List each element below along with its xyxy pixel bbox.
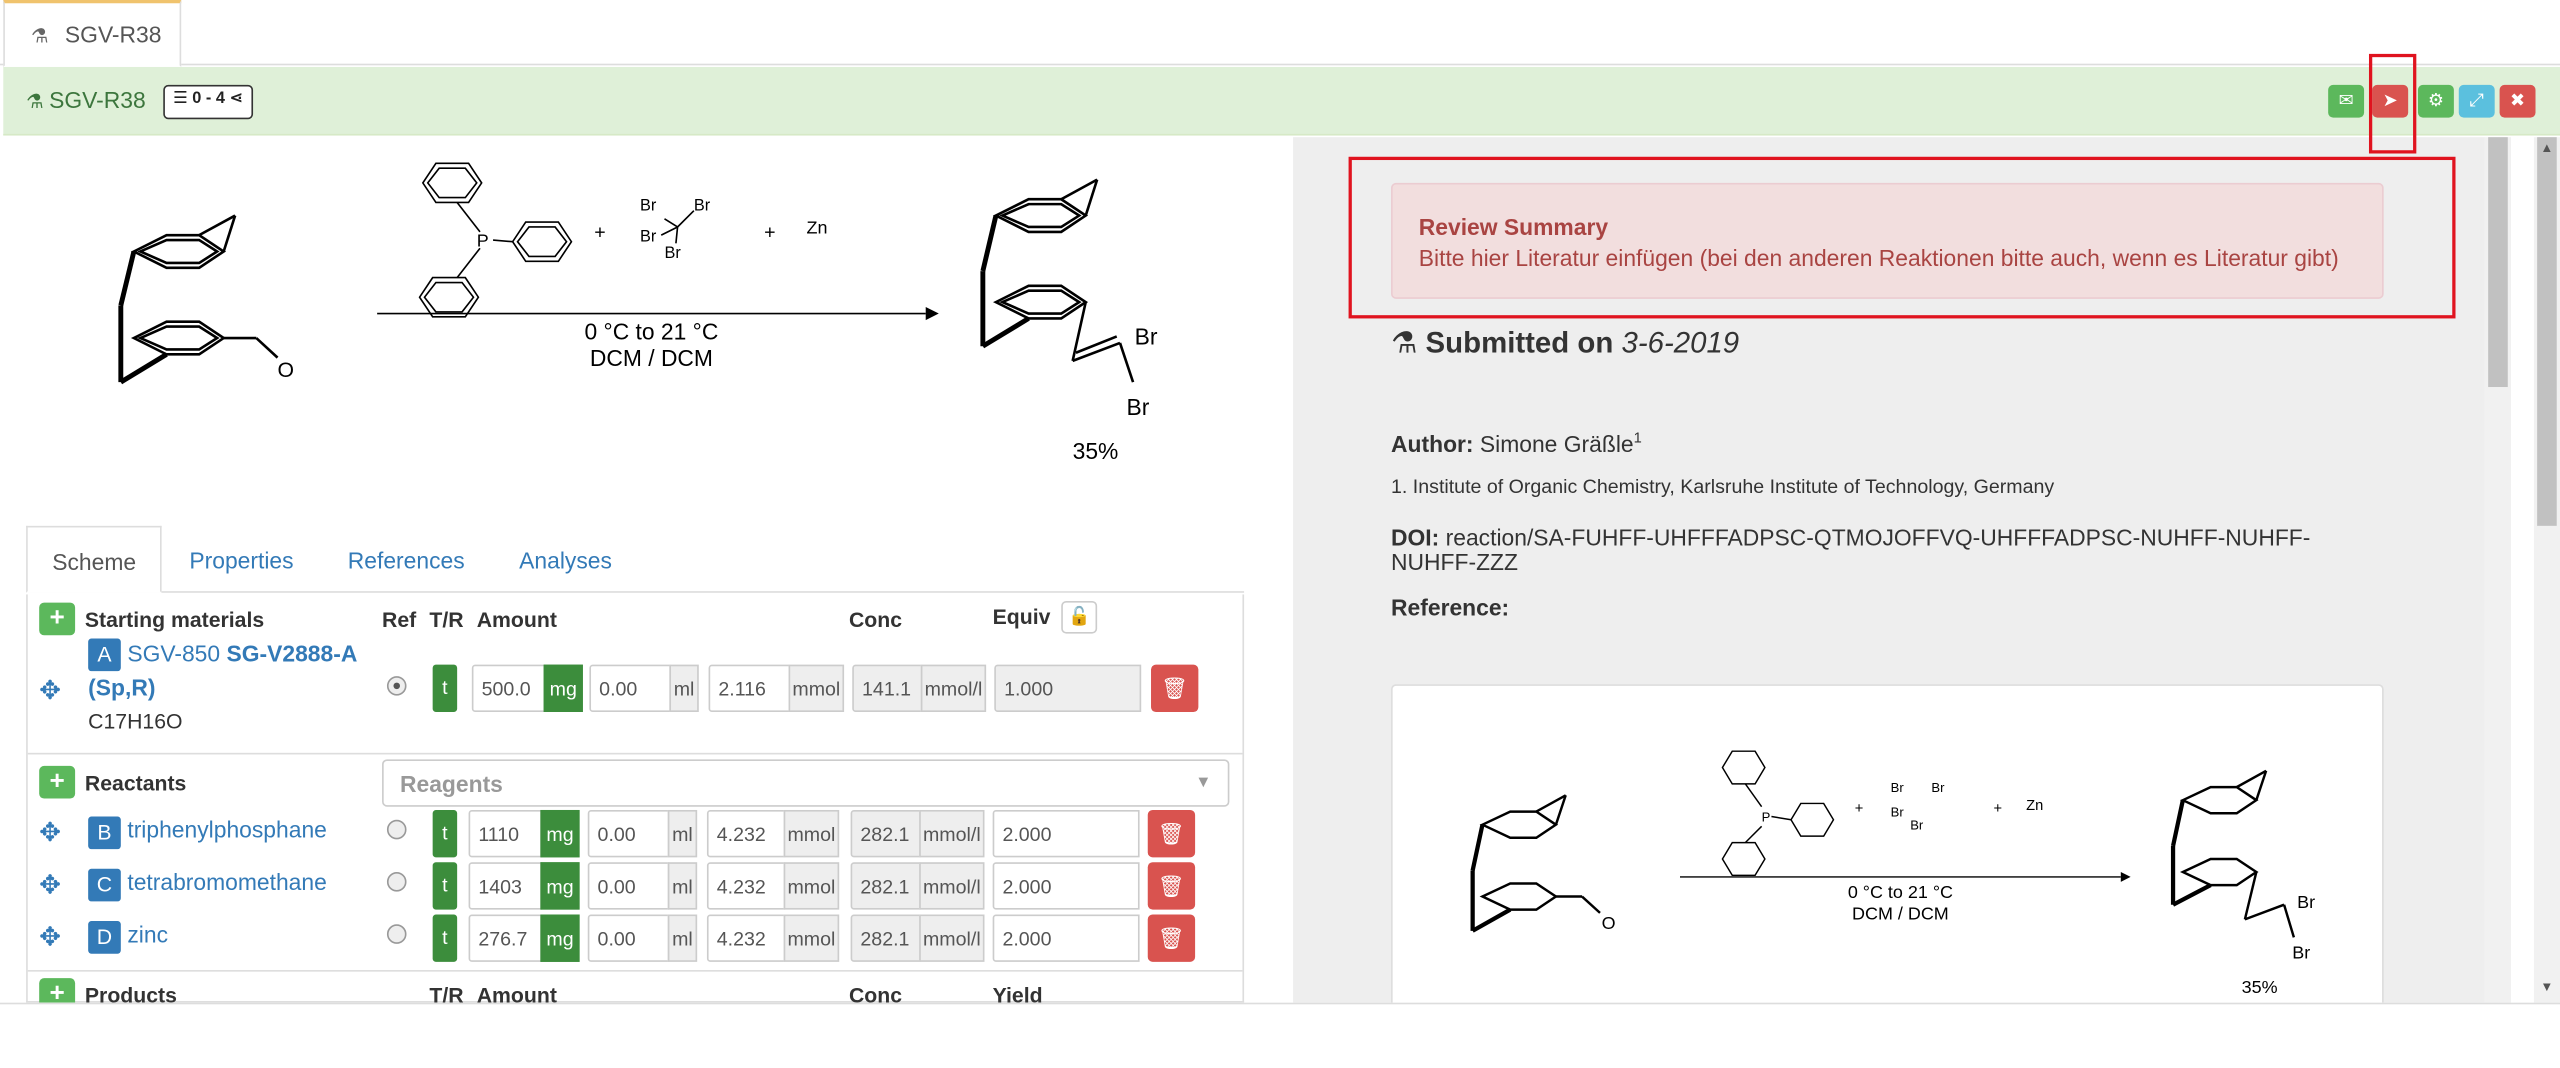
share-icon: ⋖ — [224, 89, 244, 108]
chevron-down-icon: ▼ — [1195, 774, 1212, 793]
paper-plane-icon: ➤ — [2382, 91, 2398, 112]
reaction-scheme-image — [3, 137, 1244, 496]
sample-link-a[interactable]: SGV-850 SG-V2888-A — [127, 640, 358, 667]
reaction-details-pane — [3, 137, 1293, 1003]
svg-text:+: + — [1854, 801, 1864, 818]
conditions-temp: 0 °C to 21 °C — [584, 318, 719, 345]
volume-unit[interactable]: ml — [668, 810, 697, 857]
svg-text:DCM / DCM: DCM / DCM — [1852, 903, 1949, 924]
toggle-target-button[interactable]: t — [433, 862, 457, 909]
reference-radio[interactable] — [387, 872, 407, 892]
svg-text:Br: Br — [1931, 780, 1945, 796]
mmol-input[interactable]: 2.116 — [709, 665, 791, 712]
reactants-title: Reactants — [84, 770, 187, 796]
mmol-unit[interactable]: mmol — [784, 862, 840, 909]
material-letter-a: A — [88, 639, 121, 672]
mass-unit-button[interactable]: mg — [540, 810, 579, 857]
affiliation: 1. Institute of Organic Chemistry, Karlsruhe Institute of Technology, Germany — [1391, 475, 2055, 499]
add-starting-material-button[interactable]: + — [39, 603, 75, 636]
page-scrollbar[interactable] — [2534, 137, 2560, 1003]
tab-scheme[interactable]: Scheme — [26, 526, 162, 593]
svg-text:Br: Br — [2292, 942, 2311, 963]
concentration-unit: mmol/l — [919, 862, 984, 909]
sample-link[interactable]: triphenylphosphane — [127, 816, 327, 843]
svg-text:P: P — [1761, 809, 1771, 825]
conditions-solvent: DCM / DCM — [589, 344, 713, 371]
svg-text:+: + — [594, 221, 606, 244]
mmol-unit[interactable]: mmol — [784, 810, 840, 857]
reagents-select[interactable]: Reagents ▼ — [382, 759, 1229, 806]
mass-input[interactable]: 1110 — [469, 810, 542, 857]
comment-icon: ✉ — [2338, 91, 2354, 112]
flask-icon: ⚗ — [31, 24, 49, 48]
trash-icon: 🗑 — [1161, 676, 1189, 701]
svg-text:Br: Br — [1134, 323, 1158, 350]
volume-unit[interactable]: ml — [668, 914, 697, 961]
svg-text:Br: Br — [1890, 780, 1904, 796]
flask-icon: ⚗ — [1391, 326, 1418, 360]
phosphorus-label: P — [476, 230, 489, 251]
volume-input[interactable]: 0.00 — [589, 665, 671, 712]
delete-material-button[interactable] — [1151, 665, 1198, 712]
mass-unit-button[interactable]: mg — [540, 862, 579, 909]
scroll-up-icon[interactable]: ▲ — [2540, 140, 2554, 156]
volume-unit[interactable]: ml — [668, 862, 697, 909]
concentration-unit: mmol/l — [919, 810, 984, 857]
tab-properties[interactable]: Properties — [189, 547, 294, 574]
reference-radio[interactable] — [387, 820, 407, 840]
zinc-label: Zn — [806, 217, 828, 238]
unlock-icon[interactable]: 🔓 — [1061, 601, 1097, 634]
expand-button[interactable] — [2459, 85, 2495, 118]
gears-icon: ⚙ — [2427, 91, 2444, 112]
mass-input[interactable]: 276.7 — [469, 914, 542, 961]
delete-material-button[interactable] — [1148, 914, 1195, 961]
svg-text:Br: Br — [2297, 891, 2316, 912]
reference-radio[interactable] — [387, 676, 407, 696]
add-product-button[interactable]: + — [39, 978, 75, 1002]
mmol-input[interactable]: 4.232 — [707, 810, 785, 857]
scheme-card — [1391, 684, 2384, 1002]
concentration-unit: mmol/l — [921, 665, 986, 712]
highlight-submit-button — [2369, 54, 2416, 154]
volume-input[interactable]: 0.00 — [588, 914, 670, 961]
tab-analyses[interactable]: Analyses — [519, 547, 612, 574]
drag-handle-icon[interactable]: ✥ — [39, 819, 62, 848]
concentration-value: 282.1 — [851, 862, 921, 909]
reaction-scheme-thumbnail — [1393, 686, 2382, 1003]
element-counter-chip[interactable]: ☰ 0 - 4 ⋖ — [163, 85, 253, 119]
svg-text:Br: Br — [664, 244, 681, 263]
reference-radio[interactable] — [387, 924, 407, 944]
concentration-value: 282.1 — [851, 810, 921, 857]
scroll-down-icon[interactable]: ▼ — [2540, 979, 2554, 995]
equiv-input[interactable]: 2.000 — [993, 862, 1140, 909]
svg-text:+: + — [1993, 801, 2003, 818]
drag-handle-icon[interactable]: ✥ — [39, 677, 62, 706]
tab-references[interactable]: References — [347, 547, 465, 574]
detail-tabs — [26, 526, 1244, 593]
equiv-value: 1.000 — [994, 665, 1141, 712]
settings-button[interactable] — [2418, 85, 2454, 118]
volume-input[interactable]: 0.00 — [588, 862, 670, 909]
tab-reaction[interactable] — [3, 0, 181, 67]
trash-icon: 🗑 — [1157, 873, 1185, 899]
reference-label: Reference: — [1391, 594, 1510, 621]
concentration-unit: mmol/l — [919, 914, 984, 961]
submitted-heading: ⚗ Submitted on 3-6-2019 — [1391, 326, 1740, 360]
svg-text:O: O — [1601, 913, 1616, 934]
delete-material-button[interactable] — [1148, 862, 1195, 909]
doi: DOI: reaction/SA-FUHFF-UHFFFADPSC-QTMOJOFFVQ-UHFFFADPSC-NUHFF-NUHFF- NUHFF-ZZZ — [1391, 524, 2311, 575]
svg-text:Zn: Zn — [2026, 797, 2044, 814]
svg-text:Br: Br — [1126, 393, 1150, 420]
sum-formula: C17H16O — [88, 708, 183, 734]
volume-unit[interactable]: ml — [669, 665, 698, 712]
mass-unit-button[interactable]: mg — [544, 665, 583, 712]
review-scrollbar[interactable] — [2485, 137, 2511, 1003]
svg-text:Br: Br — [640, 227, 657, 246]
concentration-value: 282.1 — [851, 914, 921, 961]
yield-label: 35% — [1072, 437, 1119, 464]
review-summary-body: Bitte hier Literatur einfügen (bei den anderen Reaktionen bitte auch, wenn es Literatur gibt) — [1418, 244, 2339, 272]
expand-icon: ⤢ — [2469, 91, 2484, 112]
mmol-input[interactable]: 4.232 — [707, 862, 785, 909]
svg-text:Br: Br — [693, 196, 711, 215]
volume-input[interactable]: 0.00 — [588, 810, 670, 857]
tab-label: SGV-R38 — [64, 21, 162, 48]
starting-materials-title: Starting materials — [84, 607, 265, 632]
author-line: Author: Simone Gräßle$^1$ — [1391, 429, 1642, 457]
products-title: Products — [84, 983, 177, 1003]
highlight-review-summary — [1349, 157, 2456, 319]
material-letter: B — [88, 817, 121, 850]
oxygen-label: O — [277, 359, 295, 383]
trash-icon: 🗑 — [1157, 821, 1185, 846]
toggle-target-button[interactable]: t — [433, 665, 457, 712]
material-letter: C — [88, 869, 121, 902]
svg-text:Br: Br — [640, 196, 657, 215]
add-reactant-button[interactable]: + — [39, 766, 75, 799]
svg-text:35%: 35% — [2241, 976, 2278, 997]
review-summary-title: Review Summary — [1418, 213, 1609, 241]
mass-input[interactable]: 1403 — [469, 862, 542, 909]
mass-input[interactable]: 500.0 — [472, 665, 545, 712]
mmol-unit[interactable]: mmol — [784, 914, 840, 961]
flask-icon: ⚗ — [26, 89, 50, 113]
drag-handle-icon[interactable]: ✥ — [39, 924, 62, 953]
comment-button[interactable] — [2328, 85, 2364, 118]
equiv-input[interactable]: 2.000 — [993, 914, 1140, 961]
materials-table: + Starting materials Ref T/R Amount Conc Equiv 🔓 ✥ A SGV-850 SG-V2888-A (Sp,R) C17H16O t 500.0 mg 0.00 ml 2.116 mmol 141.1 mmol/l 1.000 🗑 + Reactants Reagents ▼ ✥ B triphenylphosphane t 1110 mg 0.00 ml 4.232 mmol 282.1 mmol/l 2.000 🗑 ✥ C tetrabromomethane t 1403 mg 0.00 ml 4.232 mmol 282.1 mmol/l 2.000 🗑 ✥ D zinc t 276.7 mg 0.00 ml 4.232 mmol 282.1 mmol/l 2.000 🗑 + Products T/R Amount Conc Yield — [26, 594, 1244, 1002]
material-letter: D — [88, 921, 121, 954]
list-icon: ☰ — [173, 89, 193, 108]
bottom-bar — [0, 1003, 2560, 1068]
reaction-header — [3, 67, 2560, 136]
mmol-unit[interactable]: mmol — [789, 665, 845, 712]
toggle-target-button[interactable]: t — [433, 810, 457, 857]
toggle-target-button[interactable]: t — [433, 914, 457, 961]
close-button[interactable] — [2500, 85, 2536, 118]
svg-text:0 °C to 21 °C: 0 °C to 21 °C — [1847, 882, 1953, 903]
equiv-input[interactable]: 2.000 — [993, 810, 1140, 857]
delete-material-button[interactable] — [1148, 810, 1195, 857]
sample-link[interactable]: tetrabromomethane — [127, 868, 327, 895]
mmol-input[interactable]: 4.232 — [707, 914, 785, 961]
mass-unit-button[interactable]: mg — [540, 914, 579, 961]
sample-link[interactable]: zinc — [127, 921, 169, 948]
close-icon: ✖ — [2510, 91, 2526, 112]
svg-text:Br: Br — [1910, 817, 1924, 833]
drag-handle-icon[interactable]: ✥ — [39, 872, 62, 900]
header-title: ⚗ SGV-R38 — [26, 86, 146, 113]
tab-strip — [0, 0, 2560, 65]
concentration-value: 141.1 — [852, 665, 922, 712]
svg-text:+: + — [764, 221, 776, 244]
svg-text:Br: Br — [1890, 804, 1904, 820]
trash-icon: 🗑 — [1157, 925, 1185, 951]
